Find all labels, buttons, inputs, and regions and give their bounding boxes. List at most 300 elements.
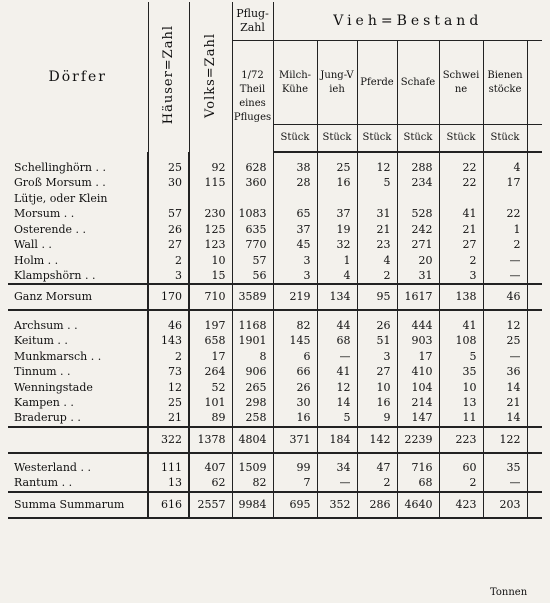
value-cell bbox=[527, 334, 542, 350]
value-cell: — bbox=[317, 476, 357, 492]
value-cell bbox=[527, 318, 542, 334]
value-cell: 1378 bbox=[189, 427, 232, 453]
value-cell: 1617 bbox=[397, 284, 439, 310]
value-cell: — bbox=[483, 476, 527, 492]
table-row bbox=[8, 238, 542, 254]
spacer-cell bbox=[483, 152, 527, 160]
total-row bbox=[8, 492, 542, 518]
village-name: Holm . . bbox=[14, 253, 59, 267]
spacer-cell bbox=[273, 152, 317, 160]
spacer-cell bbox=[483, 453, 527, 461]
village-name: Munkmarsch . . bbox=[14, 349, 102, 363]
value-cell: 25 bbox=[483, 334, 527, 350]
value-cell: 4 bbox=[317, 269, 357, 285]
value-cell: 25 bbox=[148, 396, 189, 412]
village-name: Braderup . . bbox=[14, 411, 81, 425]
livestock-label: Jung-Vieh bbox=[317, 41, 357, 125]
value-cell: 3589 bbox=[232, 284, 273, 310]
value-cell: 25 bbox=[317, 160, 357, 176]
livestock-label: Schweine bbox=[439, 41, 483, 125]
spacer-cell bbox=[148, 310, 189, 318]
statistics-table bbox=[8, 2, 542, 519]
value-cell: 41 bbox=[439, 318, 483, 334]
value-cell: 219 bbox=[273, 284, 317, 310]
village-name: Westerland . . bbox=[14, 461, 91, 475]
value-cell: — bbox=[483, 269, 527, 285]
value-cell: 56 bbox=[232, 269, 273, 285]
value-cell bbox=[527, 238, 542, 254]
table-row bbox=[8, 334, 542, 350]
value-cell bbox=[527, 176, 542, 192]
unit-label: Stück bbox=[357, 125, 397, 153]
spacer-cell bbox=[397, 310, 439, 318]
value-cell: 143 bbox=[148, 334, 189, 350]
livestock-label: Pferde bbox=[357, 41, 397, 125]
table-row bbox=[8, 349, 542, 365]
village-name: Keitum . . bbox=[14, 334, 68, 348]
col_people-label: Volks=Zahl bbox=[202, 32, 218, 118]
value-cell: 3 bbox=[357, 349, 397, 365]
value-cell: 13 bbox=[148, 476, 189, 492]
value-cell: 5 bbox=[357, 176, 397, 192]
value-cell: 46 bbox=[483, 284, 527, 310]
value-cell: 36 bbox=[483, 365, 527, 381]
value-cell: 352 bbox=[317, 492, 357, 518]
value-cell: 89 bbox=[189, 411, 232, 427]
spacer-cell bbox=[483, 310, 527, 318]
value-cell: 12 bbox=[357, 160, 397, 176]
value-cell: 616 bbox=[148, 492, 189, 518]
value-cell: 184 bbox=[317, 427, 357, 453]
value-cell: 2 bbox=[148, 253, 189, 269]
value-cell: 170 bbox=[148, 284, 189, 310]
village-name: Ganz Morsum bbox=[8, 284, 148, 310]
value-cell: 27 bbox=[357, 365, 397, 381]
value-cell: 12 bbox=[317, 380, 357, 396]
spacer-cell bbox=[8, 453, 148, 461]
value-cell bbox=[527, 461, 542, 477]
spacer-cell bbox=[397, 453, 439, 461]
value-cell: 2 bbox=[439, 253, 483, 269]
village-name: Tinnum . . bbox=[14, 365, 71, 379]
village-name: Wenningstade bbox=[14, 380, 93, 394]
value-cell: 9984 bbox=[232, 492, 273, 518]
spacer-cell bbox=[439, 310, 483, 318]
people-header bbox=[189, 2, 232, 152]
table-row bbox=[8, 207, 542, 223]
value-cell: 298 bbox=[232, 396, 273, 412]
value-cell: 360 bbox=[232, 176, 273, 192]
value-cell: 371 bbox=[273, 427, 317, 453]
value-cell: 658 bbox=[189, 334, 232, 350]
total-row bbox=[8, 284, 542, 310]
plough-note: 1/72 Theil eines Pfluges bbox=[232, 41, 273, 153]
value-cell: 34 bbox=[317, 461, 357, 477]
value-cell: 770 bbox=[232, 238, 273, 254]
value-cell: 38 bbox=[273, 160, 317, 176]
spacer-cell bbox=[357, 310, 397, 318]
value-cell: 68 bbox=[397, 476, 439, 492]
table-row bbox=[8, 380, 542, 396]
value-cell: 46 bbox=[148, 318, 189, 334]
value-cell: 16 bbox=[317, 176, 357, 192]
village-name: Morsum . . bbox=[14, 207, 75, 221]
unit-label: Stück bbox=[317, 125, 357, 153]
value-cell: 3 bbox=[273, 269, 317, 285]
value-cell: 906 bbox=[232, 365, 273, 381]
value-cell: — bbox=[483, 349, 527, 365]
value-cell bbox=[527, 411, 542, 427]
spacer-cell bbox=[148, 152, 189, 160]
village-name: Rantum . . bbox=[14, 476, 73, 490]
value-cell: 35 bbox=[483, 461, 527, 477]
value-cell bbox=[527, 349, 542, 365]
value-cell bbox=[527, 380, 542, 396]
village-name: Archsum . . bbox=[14, 318, 78, 332]
value-cell: 21 bbox=[148, 411, 189, 427]
value-cell: 32 bbox=[317, 238, 357, 254]
value-cell: 695 bbox=[273, 492, 317, 518]
table-row bbox=[8, 160, 542, 176]
value-cell: 2 bbox=[148, 349, 189, 365]
value-cell: 37 bbox=[317, 207, 357, 223]
spacer-row bbox=[8, 453, 542, 461]
livestock-group-header: Vieh=Bestand bbox=[273, 2, 542, 41]
unit-label: Stück bbox=[273, 125, 317, 153]
value-cell bbox=[527, 191, 542, 207]
village-name: Osterende . . bbox=[14, 222, 86, 236]
value-cell: 11 bbox=[439, 411, 483, 427]
value-cell bbox=[527, 492, 542, 518]
value-cell: 13 bbox=[439, 396, 483, 412]
value-cell: 2 bbox=[357, 269, 397, 285]
livestock-label: Bienenstöcke bbox=[483, 41, 527, 125]
value-cell: 1 bbox=[317, 253, 357, 269]
total-row bbox=[8, 427, 542, 453]
value-cell: 101 bbox=[189, 396, 232, 412]
value-cell: 47 bbox=[357, 461, 397, 477]
value-cell: 111 bbox=[148, 461, 189, 477]
value-cell: 10 bbox=[189, 253, 232, 269]
value-cell: 26 bbox=[148, 222, 189, 238]
spacer-cell bbox=[148, 453, 189, 461]
unit-label bbox=[527, 125, 542, 153]
table-row bbox=[8, 176, 542, 192]
value-cell: 28 bbox=[273, 176, 317, 192]
table-row bbox=[8, 365, 542, 381]
value-cell: 5 bbox=[317, 411, 357, 427]
value-cell: 134 bbox=[317, 284, 357, 310]
value-cell: 214 bbox=[397, 396, 439, 412]
value-cell: 22 bbox=[439, 176, 483, 192]
value-cell bbox=[527, 427, 542, 453]
spacer-cell bbox=[273, 310, 317, 318]
value-cell: 92 bbox=[189, 160, 232, 176]
spacer-cell bbox=[189, 310, 232, 318]
value-cell: 23 bbox=[357, 238, 397, 254]
value-cell: 99 bbox=[273, 461, 317, 477]
spacer-cell bbox=[232, 453, 273, 461]
value-cell: 258 bbox=[232, 411, 273, 427]
value-cell: 21 bbox=[439, 222, 483, 238]
value-cell: 104 bbox=[397, 380, 439, 396]
value-cell: 288 bbox=[397, 160, 439, 176]
value-cell bbox=[357, 191, 397, 207]
value-cell bbox=[273, 191, 317, 207]
value-cell: 31 bbox=[397, 269, 439, 285]
value-cell: 234 bbox=[397, 176, 439, 192]
plough-header: Pflug-Zahl bbox=[232, 2, 273, 41]
spacer-cell bbox=[232, 310, 273, 318]
value-cell: 19 bbox=[317, 222, 357, 238]
value-cell: 142 bbox=[357, 427, 397, 453]
value-cell: 26 bbox=[357, 318, 397, 334]
spacer-cell bbox=[527, 453, 542, 461]
spacer-cell bbox=[8, 310, 148, 318]
value-cell: 16 bbox=[357, 396, 397, 412]
value-cell: 45 bbox=[273, 238, 317, 254]
value-cell: 51 bbox=[357, 334, 397, 350]
value-cell: 3 bbox=[148, 269, 189, 285]
spacer-cell bbox=[397, 152, 439, 160]
village-name: Schellinghörn . . bbox=[14, 160, 107, 174]
value-cell: 20 bbox=[397, 253, 439, 269]
value-cell: 44 bbox=[317, 318, 357, 334]
value-cell: 1 bbox=[483, 222, 527, 238]
value-cell: 57 bbox=[148, 207, 189, 223]
value-cell: 223 bbox=[439, 427, 483, 453]
value-cell: 242 bbox=[397, 222, 439, 238]
value-cell: 1509 bbox=[232, 461, 273, 477]
spacer-cell bbox=[357, 453, 397, 461]
value-cell bbox=[527, 284, 542, 310]
value-cell: 322 bbox=[148, 427, 189, 453]
value-cell: 123 bbox=[189, 238, 232, 254]
value-cell: 6 bbox=[273, 349, 317, 365]
value-cell: 12 bbox=[483, 318, 527, 334]
value-cell: 147 bbox=[397, 411, 439, 427]
value-cell: 4640 bbox=[397, 492, 439, 518]
value-cell bbox=[527, 253, 542, 269]
value-cell: 122 bbox=[483, 427, 527, 453]
livestock-label: Milch-Kühe bbox=[273, 41, 317, 125]
value-cell: 138 bbox=[439, 284, 483, 310]
value-cell: 66 bbox=[273, 365, 317, 381]
value-cell bbox=[439, 191, 483, 207]
value-cell: 17 bbox=[397, 349, 439, 365]
value-cell: 73 bbox=[148, 365, 189, 381]
value-cell: 22 bbox=[439, 160, 483, 176]
value-cell: 264 bbox=[189, 365, 232, 381]
value-cell: 528 bbox=[397, 207, 439, 223]
value-cell: 65 bbox=[273, 207, 317, 223]
value-cell bbox=[527, 207, 542, 223]
unit-label: Stück bbox=[439, 125, 483, 153]
value-cell: 10 bbox=[439, 380, 483, 396]
value-cell: 41 bbox=[439, 207, 483, 223]
value-cell: 57 bbox=[232, 253, 273, 269]
value-cell: — bbox=[317, 349, 357, 365]
value-cell bbox=[527, 222, 542, 238]
value-cell: 710 bbox=[189, 284, 232, 310]
value-cell: 407 bbox=[189, 461, 232, 477]
value-cell: 3 bbox=[273, 253, 317, 269]
value-cell: 60 bbox=[439, 461, 483, 477]
value-cell: 3 bbox=[439, 269, 483, 285]
villages-header: Dörfer bbox=[48, 69, 107, 85]
value-cell: 14 bbox=[483, 380, 527, 396]
value-cell: 21 bbox=[357, 222, 397, 238]
value-cell: 197 bbox=[189, 318, 232, 334]
value-cell: 410 bbox=[397, 365, 439, 381]
value-cell: 68 bbox=[317, 334, 357, 350]
value-cell: 30 bbox=[273, 396, 317, 412]
value-cell bbox=[148, 191, 189, 207]
value-cell bbox=[527, 396, 542, 412]
value-cell: 62 bbox=[189, 476, 232, 492]
value-cell: 423 bbox=[439, 492, 483, 518]
value-cell: 5 bbox=[439, 349, 483, 365]
value-cell bbox=[232, 191, 273, 207]
spacer-row bbox=[8, 152, 542, 160]
value-cell: 444 bbox=[397, 318, 439, 334]
value-cell: 7 bbox=[273, 476, 317, 492]
value-cell bbox=[527, 160, 542, 176]
value-cell: 21 bbox=[483, 396, 527, 412]
value-cell: 25 bbox=[148, 160, 189, 176]
value-cell bbox=[317, 191, 357, 207]
spacer-cell bbox=[317, 310, 357, 318]
table-row bbox=[8, 476, 542, 492]
table-row bbox=[8, 191, 542, 207]
value-cell: 203 bbox=[483, 492, 527, 518]
houses-header bbox=[148, 2, 189, 152]
village-name: Wall . . bbox=[14, 238, 52, 252]
value-cell: 4804 bbox=[232, 427, 273, 453]
value-cell bbox=[483, 191, 527, 207]
spacer-cell bbox=[317, 152, 357, 160]
value-cell: 82 bbox=[232, 476, 273, 492]
value-cell: 31 bbox=[357, 207, 397, 223]
table-row bbox=[8, 411, 542, 427]
value-cell: 30 bbox=[148, 176, 189, 192]
value-cell: 635 bbox=[232, 222, 273, 238]
village-name: Lütje, oder Klein bbox=[14, 191, 108, 205]
value-cell: 16 bbox=[273, 411, 317, 427]
spacer-cell bbox=[317, 453, 357, 461]
value-cell: 108 bbox=[439, 334, 483, 350]
value-cell: 4 bbox=[357, 253, 397, 269]
value-cell: 17 bbox=[483, 176, 527, 192]
value-cell bbox=[397, 191, 439, 207]
value-cell bbox=[527, 476, 542, 492]
table-row bbox=[8, 461, 542, 477]
unit-label: Stück bbox=[397, 125, 439, 153]
value-cell: 716 bbox=[397, 461, 439, 477]
village-name: Groß Morsum . . bbox=[14, 176, 106, 190]
value-cell: 2557 bbox=[189, 492, 232, 518]
value-cell: 52 bbox=[189, 380, 232, 396]
value-cell: 27 bbox=[439, 238, 483, 254]
value-cell: 41 bbox=[317, 365, 357, 381]
value-cell: 115 bbox=[189, 176, 232, 192]
spacer-cell bbox=[527, 152, 542, 160]
spacer-cell bbox=[189, 453, 232, 461]
value-cell: 26 bbox=[273, 380, 317, 396]
value-cell: 628 bbox=[232, 160, 273, 176]
value-cell: 37 bbox=[273, 222, 317, 238]
table-row bbox=[8, 269, 542, 285]
value-cell: 2239 bbox=[397, 427, 439, 453]
spacer-cell bbox=[8, 152, 148, 160]
value-cell: 903 bbox=[397, 334, 439, 350]
value-cell: 2 bbox=[439, 476, 483, 492]
spacer-cell bbox=[232, 152, 273, 160]
village-name: Summa Summarum bbox=[8, 492, 148, 518]
value-cell: 1901 bbox=[232, 334, 273, 350]
spacer-cell bbox=[527, 310, 542, 318]
footer-catchword: Tonnen bbox=[490, 587, 528, 598]
value-cell: 2 bbox=[357, 476, 397, 492]
value-cell: 145 bbox=[273, 334, 317, 350]
value-cell: 265 bbox=[232, 380, 273, 396]
value-cell: 1083 bbox=[232, 207, 273, 223]
value-cell: 8 bbox=[232, 349, 273, 365]
value-cell bbox=[527, 269, 542, 285]
value-cell: 12 bbox=[148, 380, 189, 396]
spacer-cell bbox=[439, 152, 483, 160]
value-cell: 15 bbox=[189, 269, 232, 285]
value-cell: 286 bbox=[357, 492, 397, 518]
unit-label: Stück bbox=[483, 125, 527, 153]
village-name: Kampen . . bbox=[14, 396, 74, 410]
col_houses-label: Häuser=Zahl bbox=[160, 25, 176, 125]
value-cell bbox=[189, 191, 232, 207]
header-row bbox=[8, 2, 542, 41]
livestock-extra-label bbox=[527, 41, 542, 125]
spacer-cell bbox=[189, 152, 232, 160]
value-cell: 82 bbox=[273, 318, 317, 334]
spacer-cell bbox=[273, 453, 317, 461]
value-cell: 2 bbox=[483, 238, 527, 254]
value-cell: 95 bbox=[357, 284, 397, 310]
spacer-cell bbox=[357, 152, 397, 160]
value-cell: 9 bbox=[357, 411, 397, 427]
value-cell: 22 bbox=[483, 207, 527, 223]
table-row bbox=[8, 222, 542, 238]
value-cell: 4 bbox=[483, 160, 527, 176]
value-cell bbox=[527, 365, 542, 381]
table-row bbox=[8, 318, 542, 334]
value-cell: 1168 bbox=[232, 318, 273, 334]
value-cell: 35 bbox=[439, 365, 483, 381]
livestock-label: Schafe bbox=[397, 41, 439, 125]
value-cell: 27 bbox=[148, 238, 189, 254]
value-cell: 14 bbox=[483, 411, 527, 427]
village-name bbox=[8, 427, 148, 453]
village-name: Klampshörn . . bbox=[14, 268, 96, 282]
value-cell: 10 bbox=[357, 380, 397, 396]
table-row bbox=[8, 396, 542, 412]
value-cell: 125 bbox=[189, 222, 232, 238]
value-cell: 14 bbox=[317, 396, 357, 412]
spacer-row bbox=[8, 310, 542, 318]
value-cell: 271 bbox=[397, 238, 439, 254]
value-cell: 230 bbox=[189, 207, 232, 223]
value-cell: 17 bbox=[189, 349, 232, 365]
table-row bbox=[8, 253, 542, 269]
spacer-cell bbox=[439, 453, 483, 461]
